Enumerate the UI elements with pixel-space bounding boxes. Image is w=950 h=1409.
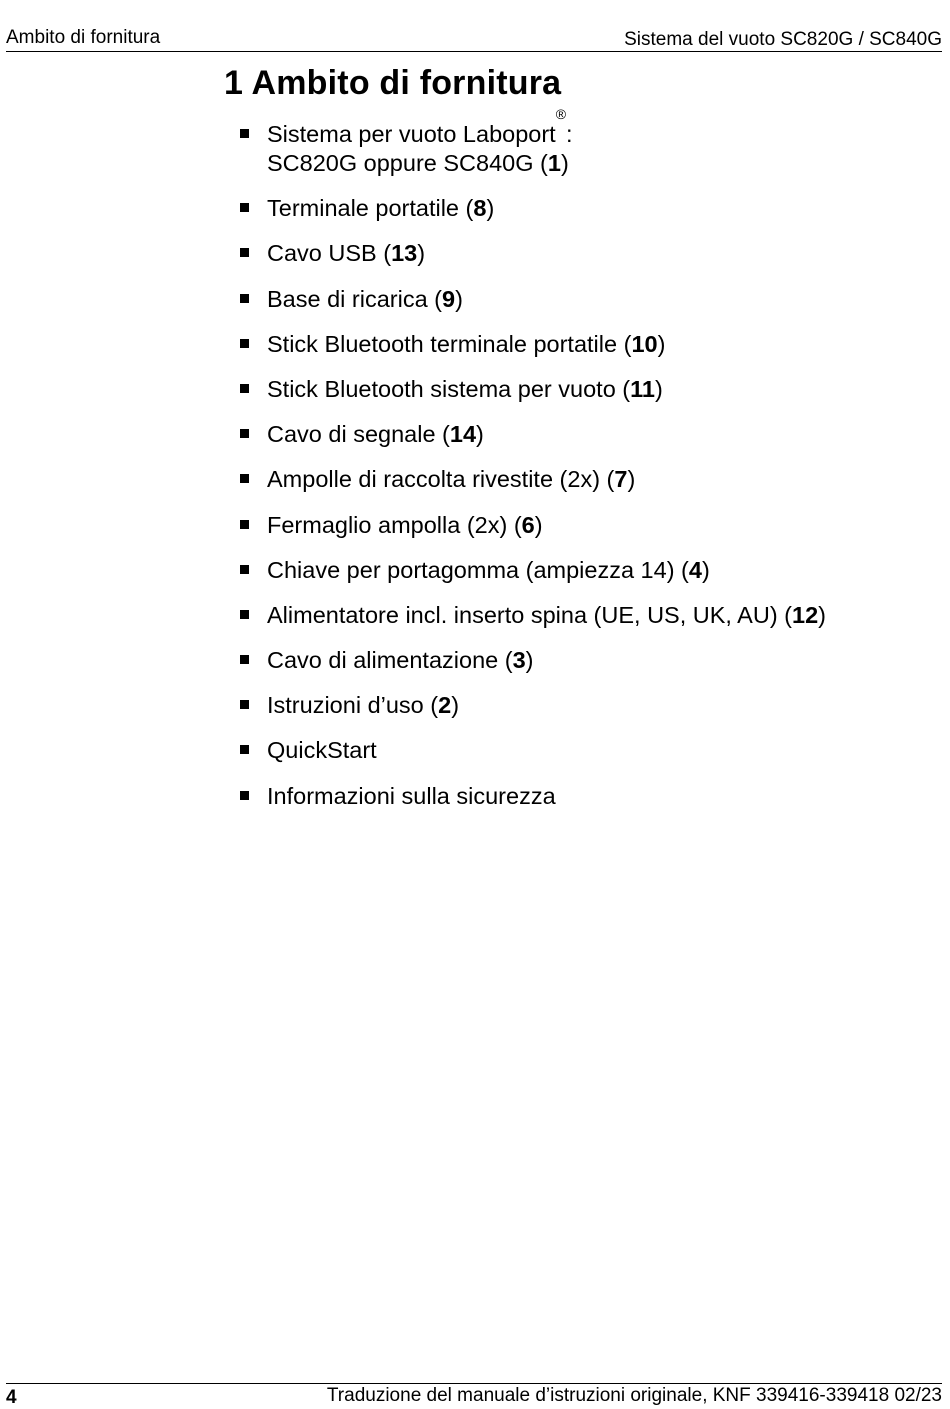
list-item: Cavo di alimentazione (3)	[238, 646, 938, 675]
list-item: Istruzioni d’uso (2)	[238, 691, 938, 720]
square-bullet-icon	[240, 429, 249, 438]
item-reference-number: 14	[449, 421, 477, 448]
header-product-title: Sistema del vuoto SC820G / SC840G	[624, 29, 942, 50]
item-text-line2: SC820G oppure SC840G (	[267, 150, 548, 176]
page-header	[6, 27, 942, 52]
item-reference-number: 9	[442, 285, 456, 312]
list-item	[238, 736, 938, 765]
page-footer	[6, 1383, 942, 1408]
item-text: Informazioni sulla sicurezza	[267, 782, 556, 809]
item-text: Fermaglio ampolla (2x) (	[267, 511, 522, 538]
list-item: Cavo di segnale (14)	[238, 420, 938, 449]
item-reference-number: 7	[614, 466, 628, 493]
square-bullet-icon	[240, 610, 249, 619]
item-reference-number: 13	[391, 240, 418, 267]
item-text-suffix: :	[566, 121, 573, 147]
item-reference-number: 1	[547, 150, 561, 176]
list-item: Stick Bluetooth terminale portatile (10)	[238, 330, 938, 359]
square-bullet-icon	[240, 791, 249, 800]
square-bullet-icon	[240, 203, 249, 212]
list-item: Cavo USB (13)	[238, 239, 938, 268]
square-bullet-icon	[240, 655, 249, 664]
item-text: Ampolle di raccolta rivestite (2x) (	[267, 466, 615, 493]
item-reference-number: 8	[473, 195, 487, 222]
square-bullet-icon	[240, 129, 249, 138]
item-reference-number: 11	[630, 375, 655, 402]
list-item: Chiave per portagomma (ampiezza 14) (4)	[238, 556, 938, 585]
list-item: Sistema per vuoto Laboport®: SC820G oppure SC840G (1)	[238, 120, 938, 178]
list-item: Terminale portatile (8)	[238, 194, 938, 223]
list-item: Fermaglio ampolla (2x) (6)	[238, 511, 938, 540]
square-bullet-icon	[240, 248, 249, 257]
registered-mark: ®	[555, 106, 567, 122]
list-item: Alimentatore incl. inserto spina (UE, US, UK, AU) (12)	[238, 601, 938, 630]
item-reference-number: 10	[631, 330, 658, 357]
page-number: 4	[6, 1387, 17, 1408]
item-reference-number: 12	[792, 601, 819, 628]
item-text: Alimentatore incl. inserto spina (UE, US, UK, AU) (	[267, 601, 793, 628]
list-item: Base di ricarica (9)	[238, 285, 938, 314]
item-text: Cavo di segnale (	[267, 421, 450, 448]
item-text: Stick Bluetooth terminale portatile (	[267, 330, 632, 357]
square-bullet-icon	[240, 565, 249, 574]
square-bullet-icon	[240, 294, 249, 303]
document-reference: Traduzione del manuale d’istruzioni originale, KNF 339416-339418 02/23	[326, 1385, 942, 1406]
square-bullet-icon	[240, 474, 249, 483]
item-text: Istruzioni d’uso (	[267, 692, 439, 719]
item-text: Cavo di alimentazione (	[267, 647, 513, 674]
square-bullet-icon	[240, 339, 249, 348]
item-text: Stick Bluetooth sistema per vuoto (	[267, 375, 631, 402]
item-reference-number: 2	[438, 692, 452, 719]
item-text: Cavo USB (	[267, 240, 392, 267]
delivery-scope-list	[238, 106, 938, 827]
item-reference-number: 6	[521, 511, 535, 538]
list-item: Stick Bluetooth sistema per vuoto (11)	[238, 375, 938, 404]
square-bullet-icon	[240, 384, 249, 393]
list-item	[238, 782, 938, 811]
page-title: 1 Ambito di fornitura	[224, 64, 562, 102]
square-bullet-icon	[240, 520, 249, 529]
item-reference-number: 4	[688, 556, 702, 583]
item-text: QuickStart	[267, 737, 377, 764]
item-reference-number: 3	[512, 647, 526, 674]
square-bullet-icon	[240, 745, 249, 754]
header-section-title: Ambito di fornitura	[6, 27, 161, 48]
list-item: Ampolle di raccolta rivestite (2x) (7)	[238, 465, 938, 494]
item-text: Base di ricarica (	[267, 285, 442, 312]
square-bullet-icon	[240, 700, 249, 709]
item-text: Terminale portatile (	[267, 195, 474, 222]
item-text: Sistema per vuoto Laboport	[267, 121, 556, 147]
item-text: Chiave per portagomma (ampiezza 14) (	[267, 556, 689, 583]
